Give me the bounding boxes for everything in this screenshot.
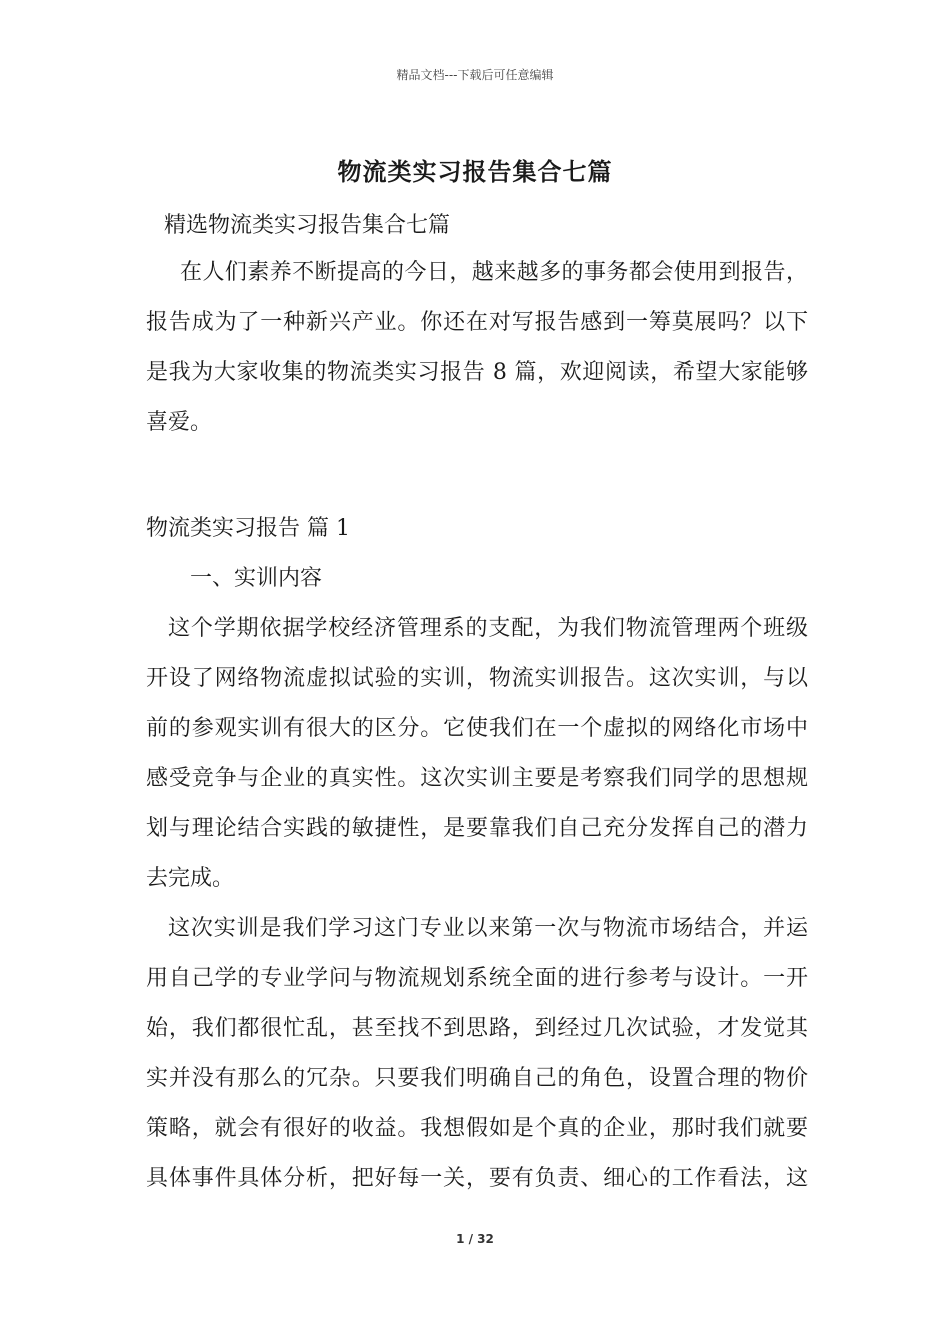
intro-paragraph xyxy=(146,248,808,448)
page-number: 1 / 32 xyxy=(456,1232,494,1246)
paragraph-line: 去完成。 xyxy=(146,866,235,891)
section-heading: 物流类实习报告 篇 1 xyxy=(146,516,350,541)
paragraph-line: 这个学期依据学校经济管理系的支配，为我们物流管理两个班级 xyxy=(168,616,808,641)
paragraph-line: 具体事件具体分析，把好每一关，要有负责、细心的工作看法，这 xyxy=(146,1166,808,1191)
body-paragraph-2 xyxy=(146,904,808,1204)
paragraph-line: 用自己学的专业学问与物流规划系统全面的进行参考与设计。一开 xyxy=(146,966,808,991)
page-header: 精品文档---下载后可任意编辑 xyxy=(396,68,554,82)
body-paragraph-1 xyxy=(146,604,808,904)
paragraph-line: 报告成为了一种新兴产业。你还在对写报告感到一筹莫展吗？以下 xyxy=(146,310,808,335)
paragraph-line: 在人们素养不断提高的今日，越来越多的事务都会使用到报告， xyxy=(180,260,808,285)
paragraph-line: 前的参观实训有很大的区分。它使我们在一个虚拟的网络化市场中 xyxy=(146,716,808,741)
document-body xyxy=(146,204,808,1204)
paragraph-line: 划与理论结合实践的敏捷性，是要靠我们自己充分发挥自己的潜力 xyxy=(146,816,808,841)
section-subheading: 一、实训内容 xyxy=(190,566,323,591)
paragraph-line: 这次实训是我们学习这门专业以来第一次与物流市场结合，并运 xyxy=(168,916,808,941)
paragraph-line: 始，我们都很忙乱，甚至找不到思路，到经过几次试验，才发觉其 xyxy=(146,1016,808,1041)
paragraph-line: 策略，就会有很好的收益。我想假如是个真的企业，那时我们就要 xyxy=(146,1116,808,1141)
paragraph-line: 喜爱。 xyxy=(146,410,213,435)
document-title: 物流类实习报告集合七篇 xyxy=(337,158,613,186)
paragraph-line: 感受竞争与企业的真实性。这次实训主要是考察我们同学的思想规 xyxy=(146,766,808,791)
paragraph-line: 实并没有那么的冗杂。只要我们明确自己的角色，设置合理的物价 xyxy=(146,1066,808,1091)
document-subtitle: 精选物流类实习报告集合七篇 xyxy=(164,213,451,238)
paragraph-line: 是我为大家收集的物流类实习报告 8 篇，欢迎阅读，希望大家能够 xyxy=(146,360,808,385)
paragraph-line: 开设了网络物流虚拟试验的实训，物流实训报告。这次实训，与以 xyxy=(146,666,808,691)
